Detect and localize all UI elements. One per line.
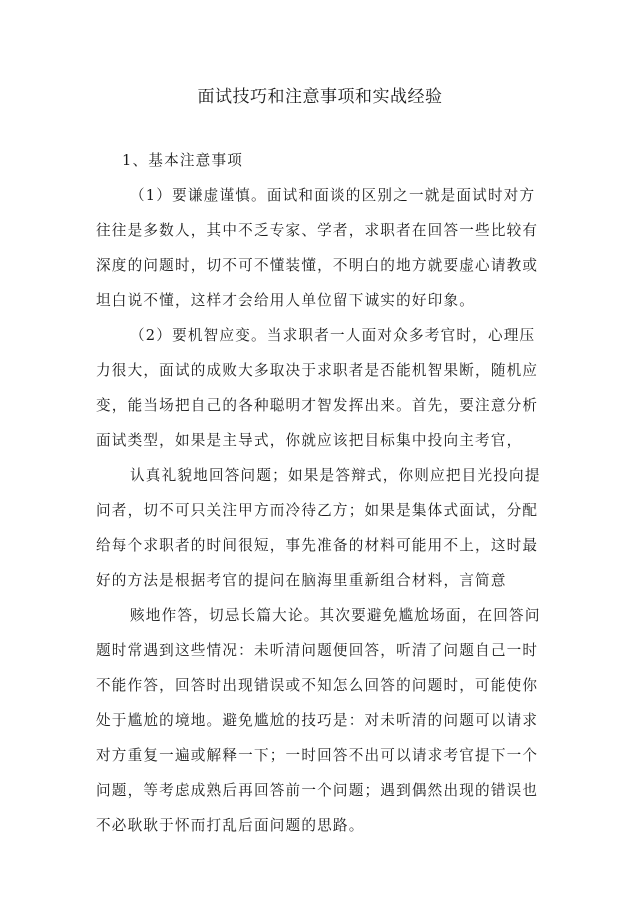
paragraph-line: 面试类型，如果是主导式，你就应该把目标集中投向主考官， (96, 432, 523, 449)
paragraph-line: 认真礼貌地回答问题；如果是答辩式，你则应把目光投向提 (130, 467, 541, 484)
paragraph-line: （2）要机智应变。当求职者一人面对众多考官时，心理压 (130, 327, 536, 344)
paragraph-line: 力很大，面试的成败大多取决于求职者是否能机智果断，随机应 (96, 362, 539, 379)
paragraph-line: 题时常遇到这些情况：未听清问题便回答，听清了问题自己一时 (96, 642, 539, 659)
paragraph-line: 给每个求职者的时间很短，事先准备的材料可能用不上，这时最 (96, 537, 539, 554)
paragraph-line: （1）要谦虚谨慎。面试和面谈的区别之一就是面试时对方 (130, 187, 536, 204)
paragraph-line: 问题，等考虑成熟后再回答前一个问题；遇到偶然出现的错误也 (96, 782, 539, 799)
paragraph-line: 坦白说不懂，这样才会给用人单位留下诚实的好印象。 (96, 292, 476, 309)
paragraph-line: 好的方法是根据考官的提问在脑海里重新组合材料，言简意 (96, 572, 507, 589)
paragraph-line: 不必耿耿于怀而打乱后面问题的思路。 (96, 817, 365, 834)
paragraph-line: 对方重复一遍或解释一下；一时回答不出可以请求考官提下一个 (96, 747, 539, 764)
paragraph-line: 处于尴尬的境地。避免尴尬的技巧是：对未听清的问题可以请求 (96, 712, 539, 729)
document-title: 面试技巧和注意事项和实战经验 (197, 87, 443, 107)
paragraph-line: 不能作答，回答时出现错误或不知怎么回答的问题时，可能使你 (96, 677, 539, 694)
paragraph-line: 赅地作答，切忌长篇大论。其次要避免尴尬场面，在回答问 (130, 607, 541, 624)
section-heading: 1、基本注意事项 (122, 152, 244, 169)
paragraph-line: 深度的问题时，切不可不懂装懂，不明白的地方就要虚心请教或 (96, 257, 539, 274)
paragraph-line: 问者，切不可只关注甲方而冷待乙方；如果是集体式面试，分配 (96, 502, 539, 519)
paragraph-line: 往往是多数人，其中不乏专家、学者，求职者在回答一些比较有 (96, 222, 539, 239)
paragraph-line: 变，能当场把自己的各种聪明才智发挥出来。首先，要注意分析 (96, 397, 539, 414)
